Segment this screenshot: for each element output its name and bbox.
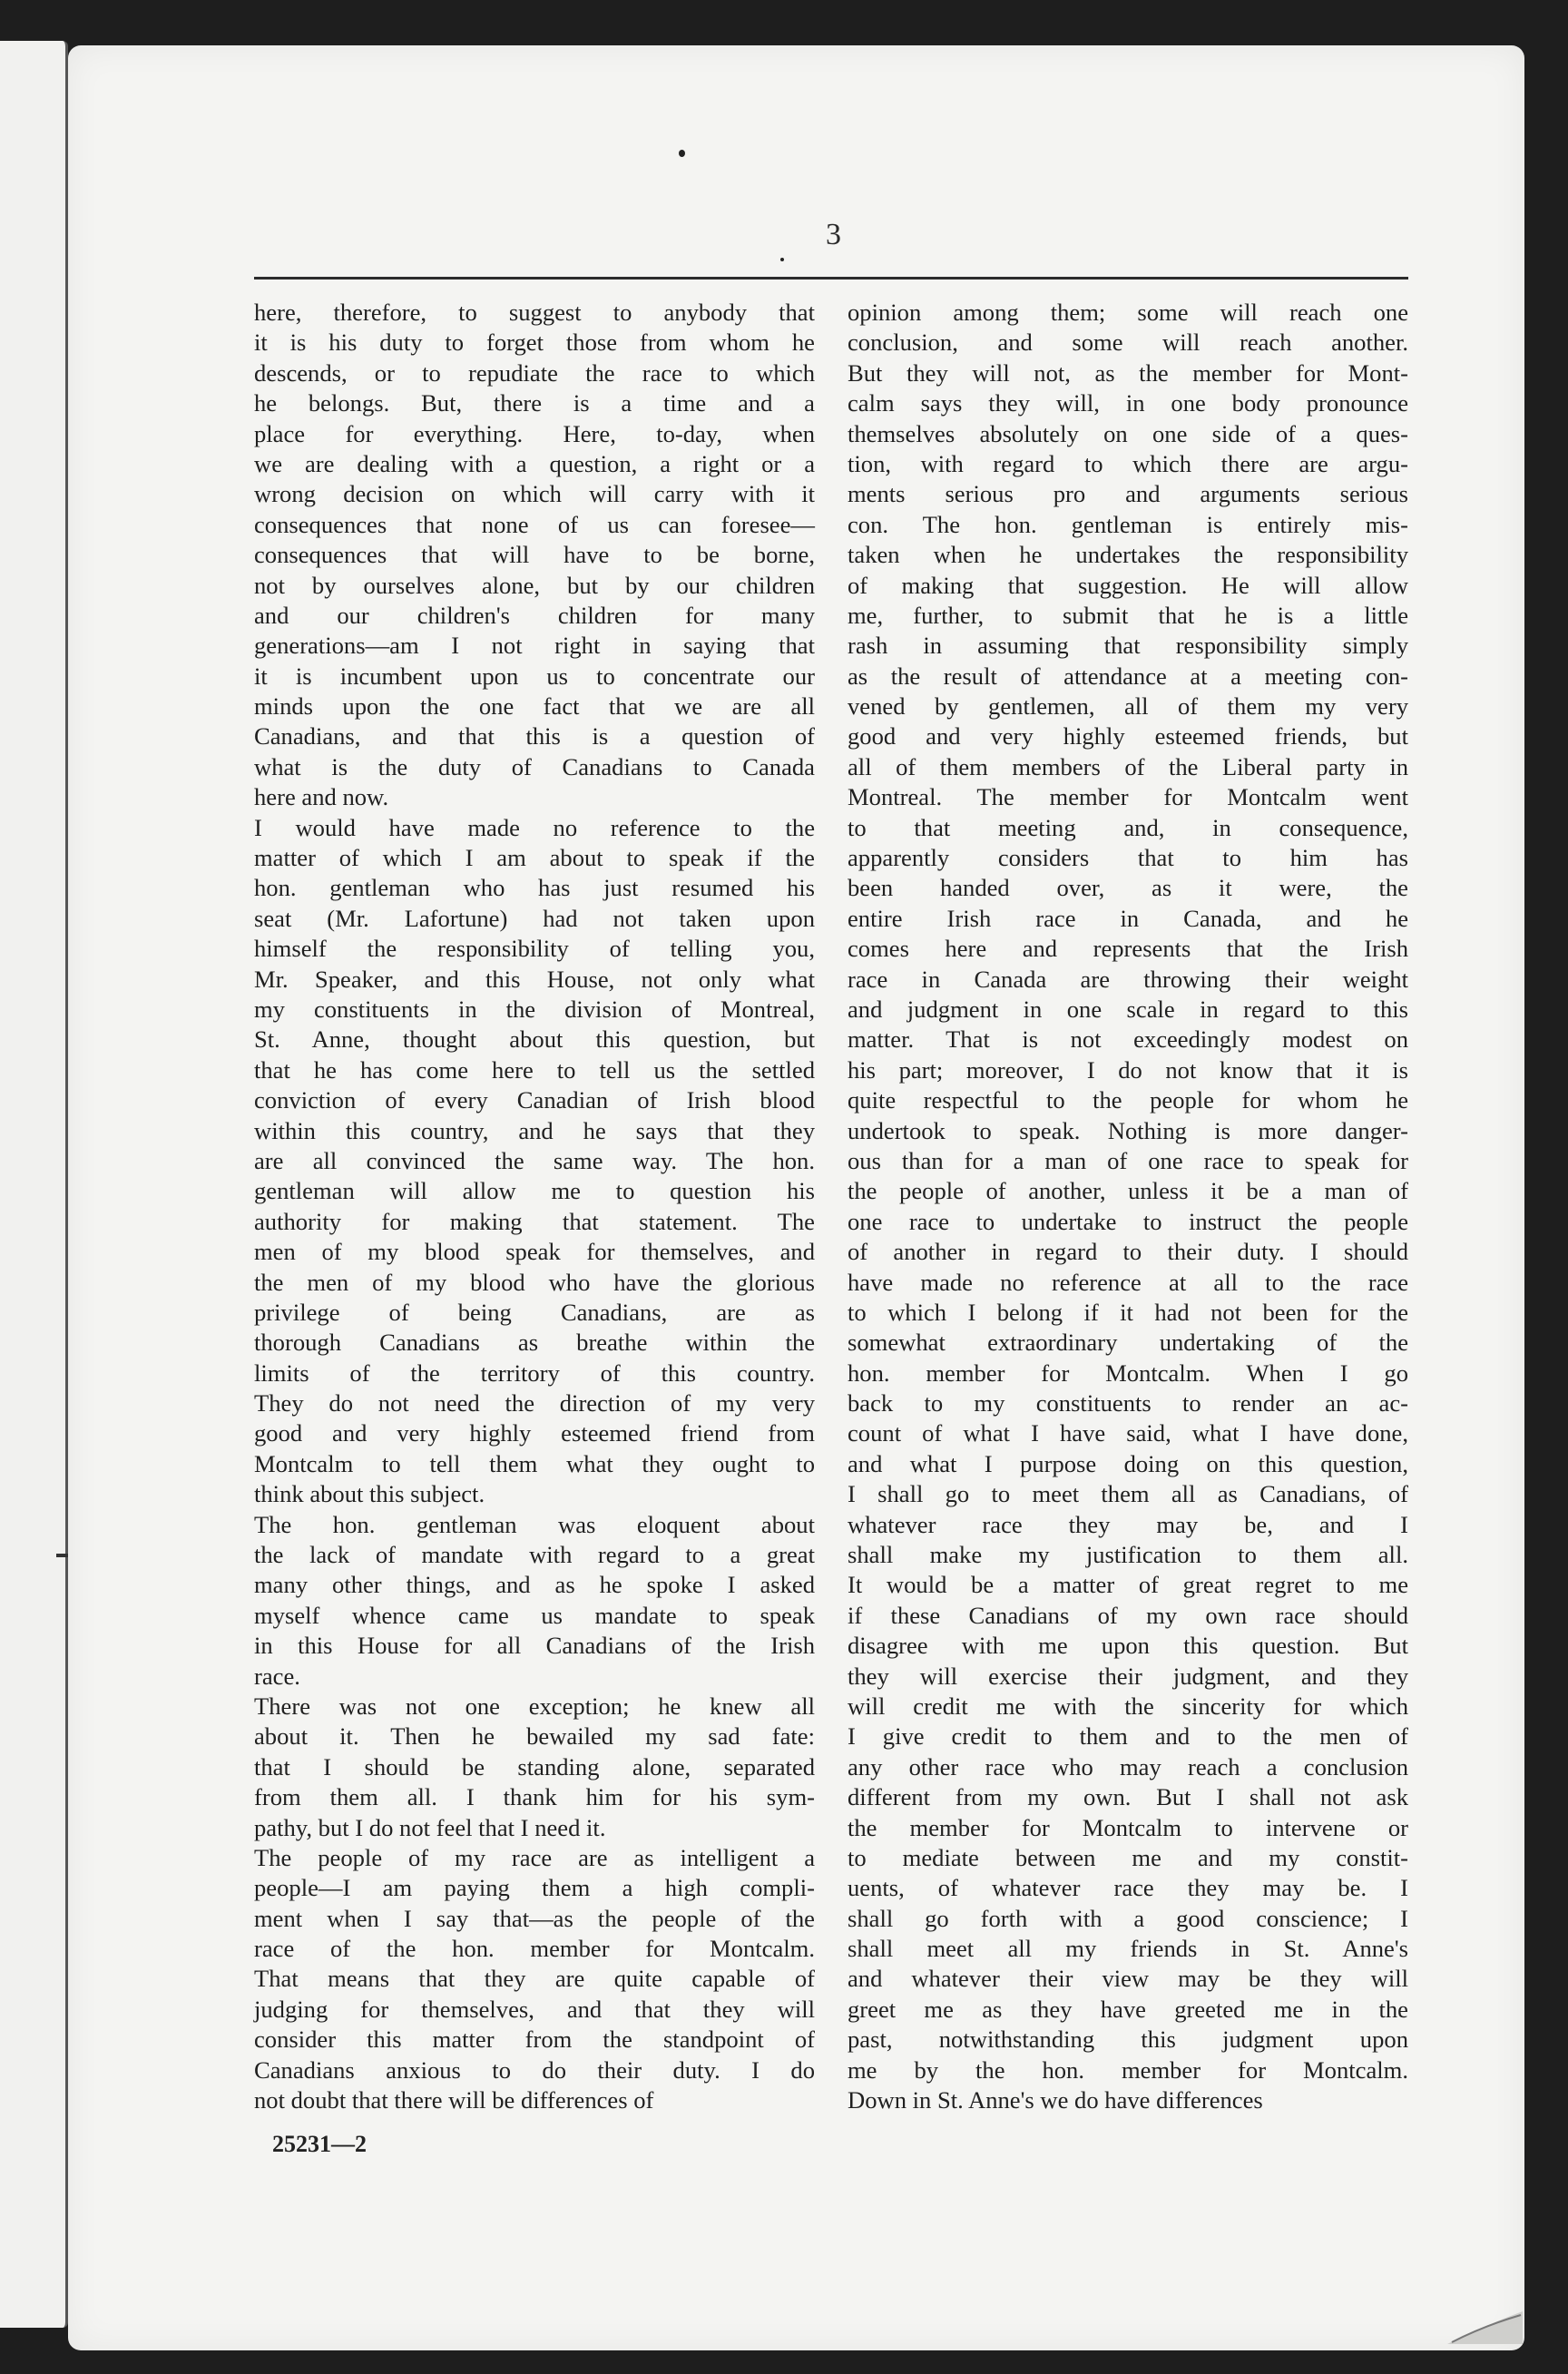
text-line: me, further, to submit that he is a little <box>848 601 1408 629</box>
text-line: thorough Canadians as breathe within the <box>254 1329 815 1357</box>
text-line: I would have made no reference to the <box>254 813 815 841</box>
text-line: count of what I have said, what I have done, <box>848 1419 1408 1447</box>
text-line: calm says they will, in one body pronounce <box>848 389 1408 417</box>
text-line: been handed over, as it were, the <box>848 874 1408 902</box>
text-line: place for everything. Here, to-day, when <box>254 419 815 447</box>
text-line: past, notwithstanding this judgment upon <box>848 2026 1408 2054</box>
right-text-column <box>848 298 1408 2115</box>
text-line: conviction of every Canadian of Irish blood <box>254 1086 815 1114</box>
text-line: undertook to speak. Nothing is more danger- <box>848 1116 1408 1144</box>
text-line: ments serious pro and arguments serious <box>848 480 1408 508</box>
text-line: Down in St. Anne's we do have differences <box>848 2086 1263 2114</box>
text-line: con. The hon. gentleman is entirely mis- <box>848 510 1408 538</box>
text-line: many other things, and as he spoke I asked <box>254 1571 815 1599</box>
text-line: different from my own. But I shall not ask <box>848 1783 1408 1811</box>
text-line: opinion among them; some will reach one <box>848 299 1408 326</box>
text-line: They do not need the direction of my very <box>254 1389 815 1418</box>
text-line: here and now. <box>254 783 389 811</box>
text-line: generations—am I not right in saying that <box>254 632 815 660</box>
text-line: myself whence came us mandate to speak <box>254 1601 815 1629</box>
text-line: he belongs. But, there is a time and a <box>254 389 815 417</box>
text-line: have made no reference at all to the race <box>848 1268 1408 1296</box>
text-line: the lack of mandate with regard to a great <box>254 1541 815 1569</box>
text-line: There was not one exception; he knew all <box>254 1692 815 1720</box>
text-line: Canadians anxious to do their duty. I do <box>254 2055 815 2084</box>
text-line: what is the duty of Canadians to Canada <box>254 752 815 780</box>
text-line: minds upon the one fact that we are all <box>254 692 815 721</box>
text-line: The people of my race are as intelligent a <box>254 1843 815 1871</box>
text-line: from them all. I thank him for his sym- <box>254 1783 815 1811</box>
text-line: limits of the territory of this country. <box>254 1359 815 1387</box>
text-line: race of the hon. member for Montcalm. <box>254 1935 815 1963</box>
text-line: people—I am paying them a high compli- <box>254 1874 815 1902</box>
text-line: rash in assuming that responsibility simply <box>848 632 1408 660</box>
header-rule <box>254 277 1408 280</box>
page-number: 3 <box>826 218 841 251</box>
footer-code: 25231—2 <box>272 2131 367 2157</box>
text-line: they will exercise their judgment, and they <box>848 1662 1408 1690</box>
text-line: ous than for a man of one race to speak for <box>848 1146 1408 1174</box>
text-line: the member for Montcalm to intervene or <box>848 1813 1408 1841</box>
text-line: conclusion, and some will reach another. <box>848 329 1408 357</box>
text-line: wrong decision on which will carry with it <box>254 480 815 508</box>
text-line: I give credit to them and to the men of <box>848 1722 1408 1751</box>
text-line: privilege of being Canadians, are as <box>254 1298 815 1326</box>
text-line: me by the hon. member for Montcalm. <box>848 2055 1408 2084</box>
text-line: entire Irish race in Canada, and he <box>848 904 1408 932</box>
text-line: taken when he undertakes the responsibility <box>848 541 1408 569</box>
left-text-column <box>254 298 815 2115</box>
text-line: That means that they are quite capable of <box>254 1965 815 1993</box>
previous-page-edge <box>0 41 68 2328</box>
text-line: somewhat extraordinary undertaking of the <box>848 1329 1408 1357</box>
text-line: shall meet all my friends in St. Anne's <box>848 1935 1408 1963</box>
text-line: Montreal. The member for Montcalm went <box>848 783 1408 811</box>
text-line: disagree with me upon this question. But <box>848 1632 1408 1660</box>
margin-mark <box>56 1554 69 1557</box>
text-line: tion, with regard to which there are argu- <box>848 449 1408 477</box>
text-line: we are dealing with a question, a right or a <box>254 449 815 477</box>
text-line: think about this subject. <box>254 1480 485 1508</box>
text-line: good and very highly esteemed friends, but <box>848 722 1408 750</box>
text-line: It would be a matter of great regret to me <box>848 1571 1408 1599</box>
text-line: St. Anne, thought about this question, but <box>254 1025 815 1054</box>
ink-speck <box>780 258 784 261</box>
text-line: and whatever their view may be they will <box>848 1965 1408 1993</box>
text-line: The hon. gentleman was eloquent about <box>254 1510 815 1538</box>
text-line: it is incumbent upon us to concentrate our <box>254 662 815 690</box>
text-line: hon. gentleman who has just resumed his <box>254 874 815 902</box>
text-line: gentleman will allow me to question his <box>254 1177 815 1205</box>
text-line: in this House for all Canadians of the Irish <box>254 1632 815 1660</box>
text-line: quite respectful to the people for whom he <box>848 1086 1408 1114</box>
ink-speck <box>679 150 685 157</box>
text-line: any other race who may reach a conclusion <box>848 1752 1408 1780</box>
text-line: to which I belong if it had not been for the <box>848 1298 1408 1326</box>
text-line: vened by gentlemen, all of them my very <box>848 692 1408 721</box>
text-line: if these Canadians of my own race should <box>848 1601 1408 1629</box>
text-line: here, therefore, to suggest to anybody that <box>254 299 815 326</box>
text-line: Canadians, and that this is a question of <box>254 722 815 750</box>
text-line: Montcalm to tell them what they ought to <box>254 1449 815 1477</box>
text-line: and judgment in one scale in regard to this <box>848 995 1408 1023</box>
text-line: about it. Then he bewailed my sad fate: <box>254 1722 815 1751</box>
text-line: the men of my blood who have the glorious <box>254 1268 815 1296</box>
text-line: it is his duty to forget those from whom he <box>254 329 815 357</box>
text-line: race in Canada are throwing their weight <box>848 965 1408 993</box>
text-line: shall go forth with a good conscience; I <box>848 1904 1408 1932</box>
text-line: authority for making that statement. The <box>254 1207 815 1235</box>
text-line: that I should be standing alone, separated <box>254 1752 815 1780</box>
text-line: and our children's children for many <box>254 601 815 629</box>
text-line: I shall go to meet them all as Canadians, of <box>848 1480 1408 1508</box>
text-line: pathy, but I do not feel that I need it. <box>254 1813 606 1841</box>
text-line: themselves absolutely on one side of a ques- <box>848 419 1408 447</box>
text-line: whatever race they may be, and I <box>848 1510 1408 1538</box>
text-line: Mr. Speaker, and this House, not only what <box>254 965 815 993</box>
text-line: himself the responsibility of telling you, <box>254 935 815 963</box>
text-line: ment when I say that—as the people of the <box>254 1904 815 1932</box>
text-line: But they will not, as the member for Mont- <box>848 358 1408 387</box>
text-line: uents, of whatever race they may be. I <box>848 1874 1408 1902</box>
text-line: judging for themselves, and that they will <box>254 1995 815 2023</box>
text-line: within this country, and he says that they <box>254 1116 815 1144</box>
text-line: consequences that none of us can foresee— <box>254 510 815 538</box>
text-line: not doubt that there will be differences of <box>254 2086 654 2114</box>
text-line: back to my constituents to render an ac- <box>848 1389 1408 1418</box>
text-line: comes here and represents that the Irish <box>848 935 1408 963</box>
text-line: consequences that will have to be borne, <box>254 541 815 569</box>
text-line: men of my blood speak for themselves, and <box>254 1238 815 1266</box>
text-line: apparently considers that to him has <box>848 844 1408 872</box>
text-line: to that meeting and, in consequence, <box>848 813 1408 841</box>
text-line: hon. member for Montcalm. When I go <box>848 1359 1408 1387</box>
text-line: race. <box>254 1662 300 1690</box>
text-line: to mediate between me and my constit- <box>848 1843 1408 1871</box>
text-line: are all convinced the same way. The hon. <box>254 1146 815 1174</box>
text-line: as the result of attendance at a meeting con- <box>848 662 1408 690</box>
text-line: not by ourselves alone, but by our children <box>254 571 815 599</box>
text-line: all of them members of the Liberal party in <box>848 752 1408 780</box>
text-line: greet me as they have greeted me in the <box>848 1995 1408 2023</box>
text-line: matter of which I am about to speak if the <box>254 844 815 872</box>
text-line: that he has come here to tell us the settled <box>254 1055 815 1084</box>
text-line: my constituents in the division of Montreal, <box>254 995 815 1023</box>
text-line: one race to undertake to instruct the people <box>848 1207 1408 1235</box>
page-corner-curl <box>1443 2310 1524 2346</box>
text-line: will credit me with the sincerity for which <box>848 1692 1408 1720</box>
text-line: the people of another, unless it be a man of <box>848 1177 1408 1205</box>
text-line: consider this matter from the standpoint of <box>254 2026 815 2054</box>
text-line: of making that suggestion. He will allow <box>848 571 1408 599</box>
text-line: of another in regard to their duty. I should <box>848 1238 1408 1266</box>
text-line: his part; moreover, I do not know that it is <box>848 1055 1408 1084</box>
text-line: good and very highly esteemed friend from <box>254 1419 815 1447</box>
text-line: matter. That is not exceedingly modest on <box>848 1025 1408 1054</box>
text-line: shall make my justification to them all. <box>848 1541 1408 1569</box>
text-line: and what I purpose doing on this question, <box>848 1449 1408 1477</box>
text-line: descends, or to repudiate the race to which <box>254 358 815 387</box>
text-line: seat (Mr. Lafortune) had not taken upon <box>254 904 815 932</box>
